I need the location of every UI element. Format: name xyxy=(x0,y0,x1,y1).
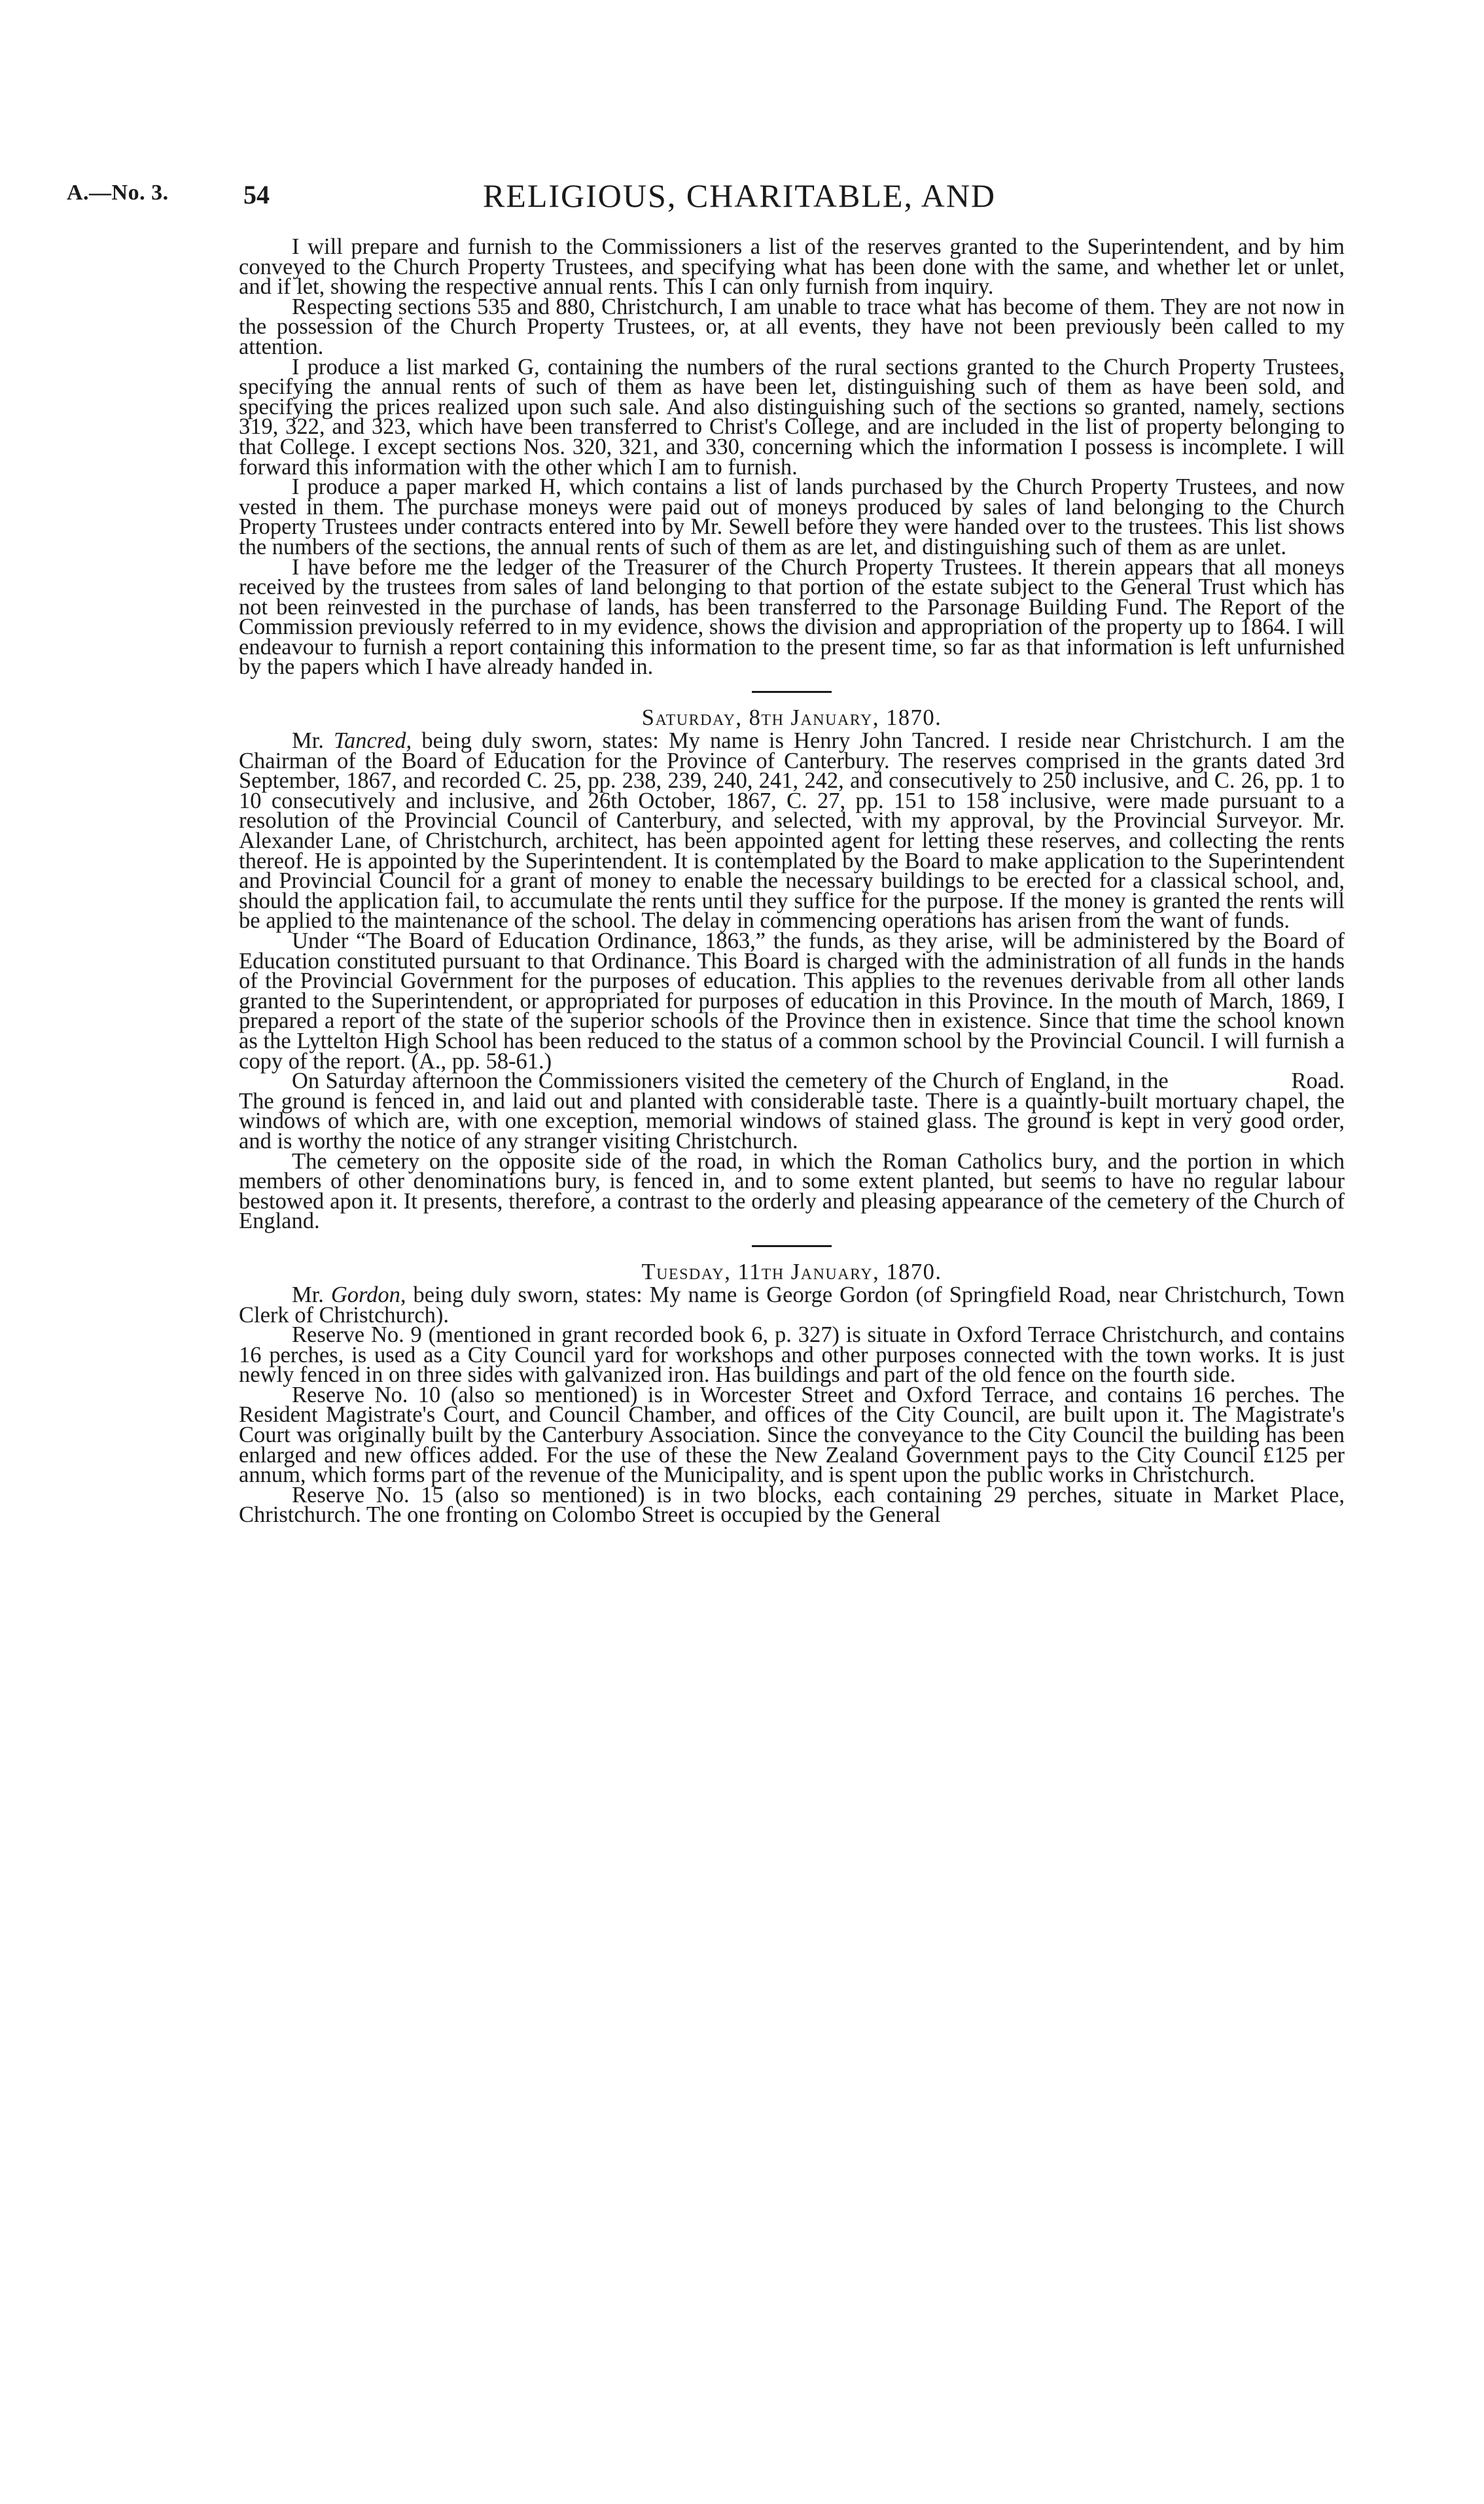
document-id: A.—No. 3. xyxy=(67,181,169,205)
witness-name: Gordon, xyxy=(330,1282,406,1307)
paragraph: I will prepare and furnish to the Commissioners a list of the reserves granted to the Superintendent, and by him conveyed to the Church Property Trustees, and specifying what has been done with the same, and whether let or unlet, and if let, showing the respective annual rents. This I can only furnish from inquiry. xyxy=(239,234,1345,300)
paragraph: Reserve No. 10 (also so mentioned) is in Worcester Street and Oxford Terrace, and contains 16 perches. The Resident Magistrate's Court, and Council Chamber, and offices of the City Council, are built upon it. The Magistrate's Court was originally built by the Canterbury Association. Since the conveyance to the City Council the building has been enlarged and new offices added. For the use of these the New Zealand Government pays to the City Council £125 per annum, which forms part of the revenue of the Municipality, and is spent upon the public works in Christchurch. xyxy=(239,1382,1345,1488)
section-date-heading: Tuesday, 11th January, 1870. xyxy=(641,1259,942,1284)
section-date-heading: Saturday, 8th January, 1870. xyxy=(641,705,942,731)
lead-text: being duly sworn, states: My name is Henry John Tancred. I reside near Christchurch. I am the Chairman of the Board of Education for the Province of Canterbury. The reserves comprised in the grants dated 3rd September, 1867, and recorded C. 25, pp. 238, 239, 240, 241, 242, and consecutively to 250 inclusive, and C. 26, pp. 1 to 10 consecutively and inclusive, and 26th October, 1867, C. 27, pp. 151 to 158 inclusive, were made pursuant to a resolution of the Provincial Council of Canterbury, and selected, with my approval, by the Provincial Surveyor. Mr. Alexander Lane, of Christchurch, architect, has been appointed agent for letting these reserves, and collecting the rents thereof. He is appointed by the Superintendent. It is contemplated by the Board to make application to the Superintendent and Provincial Council for a grant of money to enable the necessary buildings to be erected for a classical school, and, should the application fail, to accumulate the rents until they suffice for the purpose. If the money is granted the rents will be applied to the maintenance of the school. The delay in commencing operations has arisen from the want of funds. xyxy=(239,728,1345,934)
paragraph: On Saturday afternoon the Commissioners visited the cemetery of the Church of England, in the Road. The ground is fenced in, and laid out and planted with considerable taste. There is a quaintly-built mortuary chapel, the windows of which are, with one exception, memorial windows of stained glass. The ground is kept in very good order, and is worthy the notice of any stranger visiting Christchurch. xyxy=(239,1068,1351,1154)
lead-prefix: Mr. xyxy=(292,1282,331,1307)
paragraph: The cemetery on the opposite side of the road, in which the Roman Catholics bury, and the portion in which members of other denominations bury, is fenced in, and to some extent planted, but seems to have no regular labour bestowed apon it. It presents, therefore, a contrast to the orderly and pleasing appearance of the cemetery of the Church of England. xyxy=(239,1148,1345,1234)
paragraph: Reserve No. 9 (mentioned in grant recorded book 6, p. 327) is situate in Oxford Terrace Christchurch, and contains 16 perches, is used as a City Council yard for workshops and other purposes connected with the town works. It is just newly fenced in on three sides with galvanized iron. Has buildings and part of the old fence on the fourth side. xyxy=(239,1322,1345,1388)
paragraph: I produce a paper marked H, which contains a list of lands purchased by the Church Property Trustees, and now vested in them. The purchase moneys were paid out of moneys produced by sales of land belonging to the Church Property Trustees under contracts entered into by Mr. Sewell before they were handed over to the trustees. This list shows the numbers of the sections, the annual rents of such of them as are let, and distinguishing such of them as are unlet. xyxy=(239,474,1345,559)
lead-prefix: Mr. xyxy=(292,728,334,754)
testimony-lead-paragraph xyxy=(239,1282,1345,1328)
section-divider xyxy=(752,691,832,693)
page-header xyxy=(0,177,1484,222)
section-divider xyxy=(752,1245,832,1247)
lead-text: being duly sworn, states: My name is George Gordon (of Springfield Road, near Christchurch, Town Clerk of Christchurch). xyxy=(239,1282,1345,1328)
running-title: RELIGIOUS, CHARITABLE, AND xyxy=(482,177,997,214)
witness-name: Tancred, xyxy=(334,728,412,754)
page-number: 54 xyxy=(243,180,270,209)
paragraph: Under “The Board of Education Ordinance, 1863,” the funds, as they arise, will be administered by the Board of Education constituted pursuant to that Ordinance. This Board is charged with the administration of all funds in the hands of the Provincial Government for the purposes of education. This applies to the revenues derivable from all other lands granted to the Superintendent, or appropriated for purposes of education in this Province. In the mouth of March, 1869, I prepared a report of the state of the superior schools of the Province then in existence. Since that time the school known as the Lyttelton High School has been reduced to the status of a common school by the Provincial Council. I will furnish a copy of the report. (A., pp. 58-61.) xyxy=(239,928,1345,1074)
testimony-lead-paragraph xyxy=(239,728,1345,934)
paragraph: Respecting sections 535 and 880, Christchurch, I am unable to trace what has become of them. They are not now in the possession of the Church Property Trustees, or, at all events, they have not been previously been called to my attention. xyxy=(239,294,1345,359)
paragraph: I have before me the ledger of the Treasurer of the Church Property Trustees. It therein appears that all moneys received by the trustees from sales of land belonging to that portion of the estate subject to the General Trust which has not been reinvested in the purchase of lands, has been transferred to the Parsonage Building Fund. The Report of the Commission previously referred to in my evidence, shows the division and appropriation of the property up to 1864. I will endeavour to furnish a report containing this information to the present time, so far as that information is left unfurnished by the papers which I have already handed in. xyxy=(239,554,1345,680)
paragraph: Reserve No. 15 (also so mentioned) is in two blocks, each containing 29 perches, situate in Market Place, Christchurch. The one fronting on Colombo Street is occupied by the General xyxy=(239,1482,1345,1528)
page-body xyxy=(239,234,1351,1528)
paragraph: I produce a list marked G, containing the numbers of the rural sections granted to the Church Property Trustees, specifying the annual rents of such of them as have been let, distinguishing such of them as have been sold, and specifying the prices realized upon such sale. And also distinguishing such of the sections so granted, namely, sections 319, 322, and 323, which have been transferred to Christ's College, and are included in the list of property belonging to that College. I except sections Nos. 320, 321, and 330, concerning which the information I possess is incomplete. I will forward this information with the other which I am to furnish. xyxy=(239,354,1345,480)
